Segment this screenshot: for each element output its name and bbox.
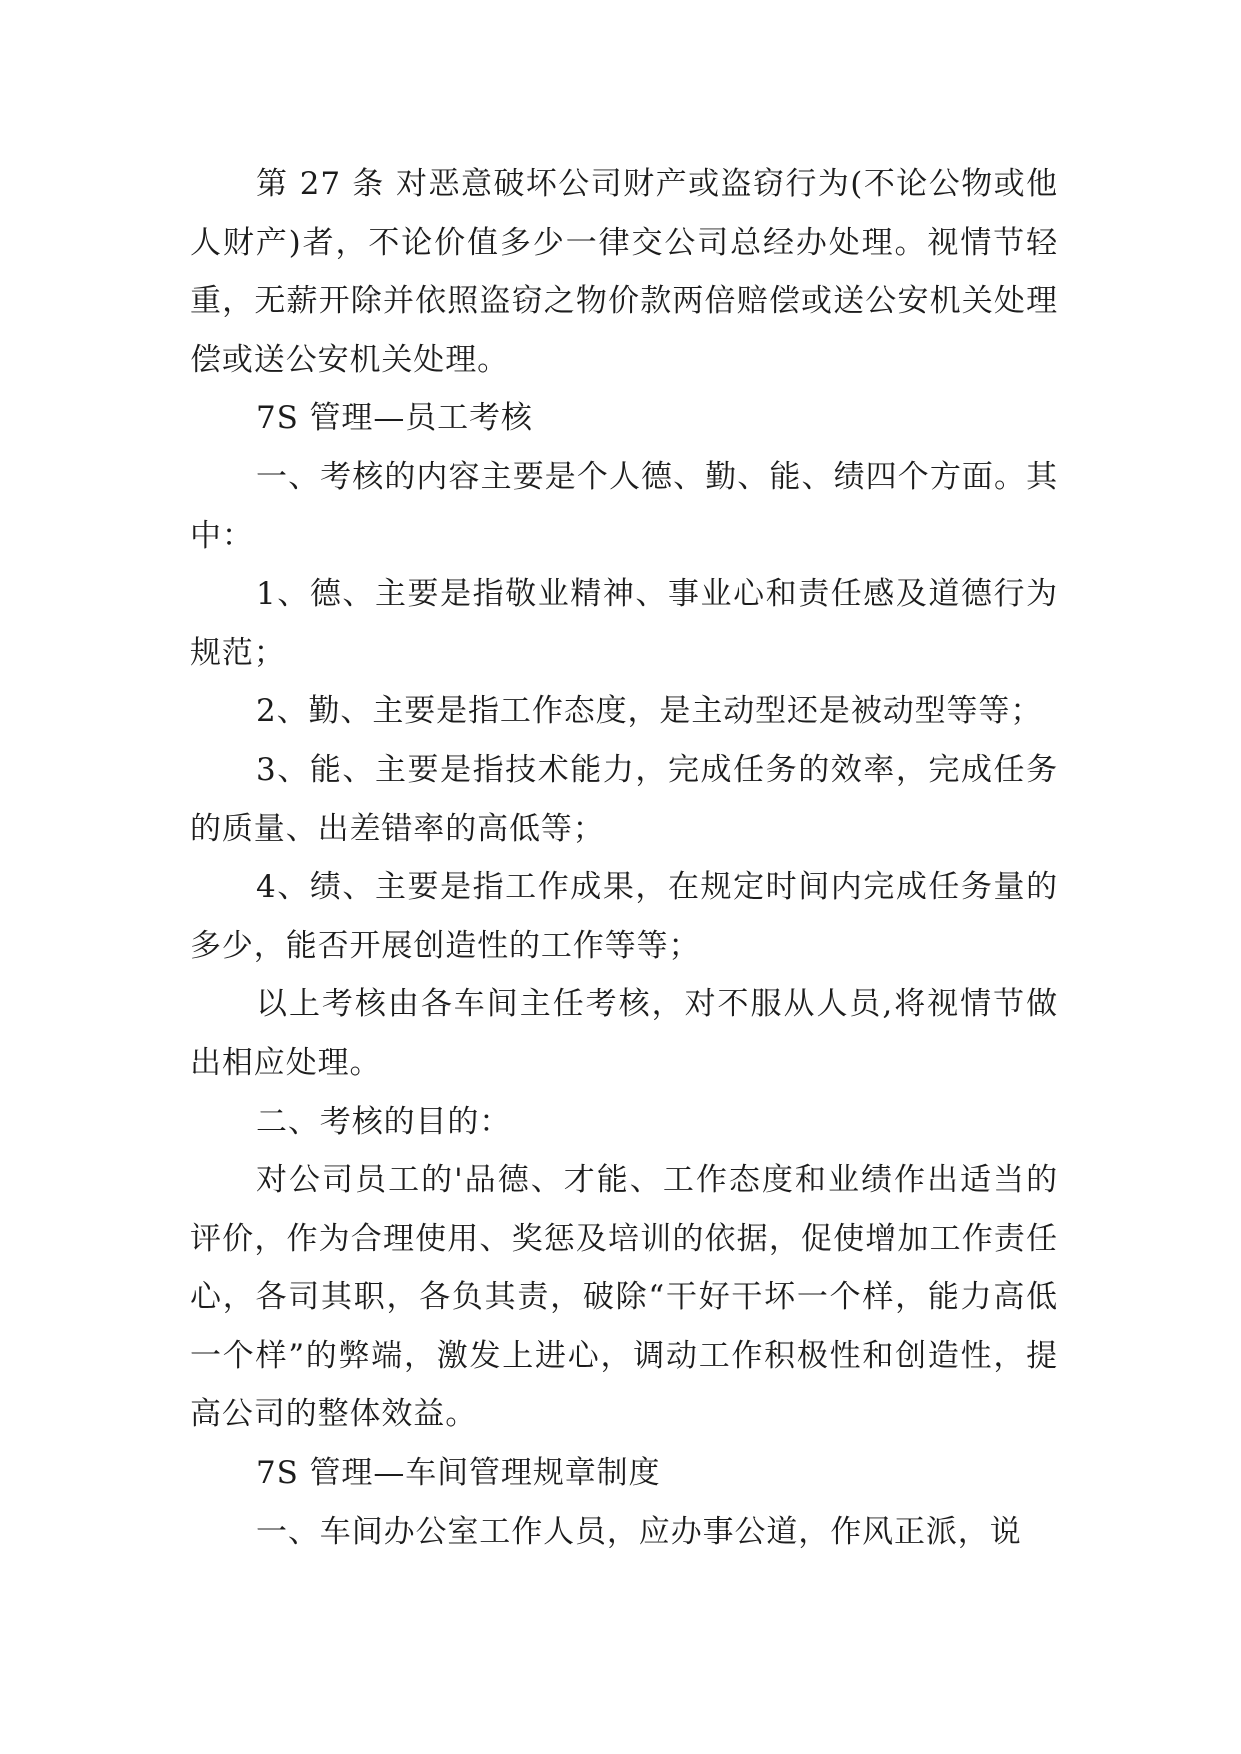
heading-workshop-rules: 7S 管理—车间管理规章制度 [256,1455,661,1492]
heading-employee-assessment: 7S 管理—员工考核 [256,400,533,437]
paragraph-article-27: 第 27 条 对恶意破坏公司财产或盗窃行为(不论公物或他人财产)者，不论价值多少一律交公司总经办处理。视情节轻重，无薪开除并依照盗窃之物价款两倍赔偿或送公安机关处理偿或送公安机关处理。 [190,166,1058,378]
list-item-morality: 1、德、主要是指敬业精神、事业心和责任感及道德行为规范； [190,576,1058,671]
list-item-performance: 4、绩、主要是指工作成果，在规定时间内完成任务量的多少，能否开展创造性的工作等等； [190,869,1058,964]
document-body [190,155,1058,1561]
list-item-diligence: 2、勤、主要是指工作态度，是主动型还是被动型等等； [256,693,1043,730]
paragraph-assessment-note: 以上考核由各车间主任考核，对不服从人员,将视情节做出相应处理。 [190,986,1058,1081]
heading-assessment-purpose: 二、考核的目的： [256,1103,512,1140]
paragraph-assessment-purpose: 对公司员工的'品德、才能、工作态度和业绩作出适当的评价，作为合理使用、奖惩及培训的依据，促使增加工作责任心，各司其职，各负其责，破除“干好干坏一个样，能力高低一个样”的弊端，激发上进心，调动工作积极性和创造性，提高公司的整体效益。 [190,1162,1058,1433]
list-item-ability: 3、能、主要是指技术能力，完成任务的效率，完成任务的质量、出差错率的高低等； [190,751,1058,847]
paragraph-workshop-office-staff: 一、车间办公室工作人员，应办事公道，作风正派，说 [256,1513,1022,1550]
paragraph-assessment-content: 一、考核的内容主要是个人德、勤、能、绩四个方面。其中： [190,458,1058,554]
